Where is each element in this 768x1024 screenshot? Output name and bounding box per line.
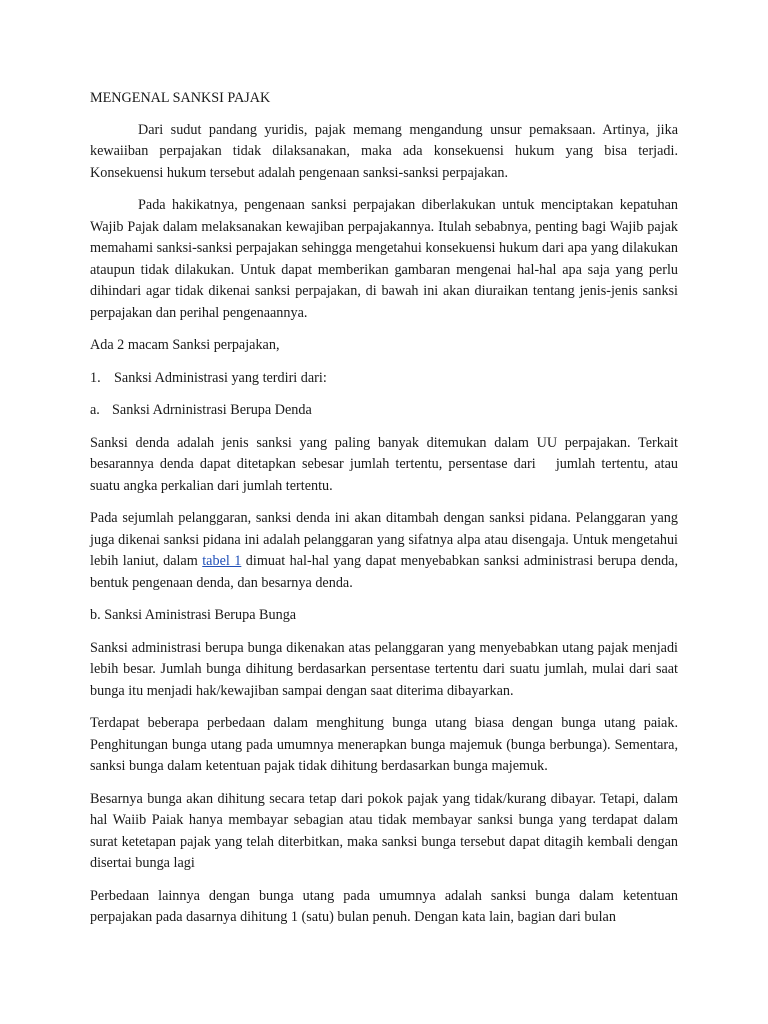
paragraph-text-tail: jumlah tertentu, atau suatu angka perkalian dari jumlah tertentu. (90, 456, 678, 494)
paragraph-macam-sanksi: Ada 2 macam Sanksi perpajakan, (90, 337, 280, 353)
document-title: MENGENAL SANKSI PAJAK (90, 90, 271, 106)
tabel-1-link[interactable]: tabel 1 (202, 553, 242, 569)
paragraph-text: Pada sejumlah pelanggaran, sanksi denda ini akan ditambah dengan sanksi pidana. Pelanggaran yang juga dikenai sanksi pidana ini adalah pelanggaran yang sifatnya alpa atau disengaja. Untuk mengetahui lebih laniut, dalam (90, 510, 678, 569)
paragraph-besarnya-bunga: Besarnya bunga akan dihitung secara tetap dari pokok pajak yang tidak/kurang dibayar. Tetapi, dalam hal Waiib Paiak hanya membayar sebagian atau tidak membayar sanksi bunga yang terdapat dalam surat ketetapan pajak yang telah diterbitkan, maka sanksi bunga tersebut dapat ditagih kembali dengan disertai bunga lagi (90, 790, 678, 871)
list-item-1 (90, 368, 678, 390)
paragraph-intro: Dari sudut pandang yuridis, pajak memang mengandung unsur pemaksaan. Artinya, jika kewaiiban perpajakan tidak dilaksanakan, maka ada konsekuensi hukum yang bisa terjadi. Konsekuensi hukum tersebut adalah pengenaan sanksi-sanksi perpajakan. (90, 121, 678, 181)
paragraph-sanksi-bunga: Sanksi administrasi berupa bunga dikenakan atas pelanggaran yang menyebabkan utang pajak menjadi lebih besar. Jumlah bunga dihitung berdasarkan persentase tertentu dari suatu jumlah, mulai dari saat bunga itu menjadi hak/kewajiban sampai dengan saat diterima dibayarkan. (90, 639, 678, 699)
paragraph-text: Sanksi denda adalah jenis sanksi yang paling banyak ditemukan dalam UU perpajakan. Terkait besarannya denda dapat ditetapkan sebesar jumlah tertentu, persentase dari (90, 434, 678, 472)
list-item-text: Sanksi Adrninistrasi Berupa Denda (112, 402, 312, 418)
paragraph-sanksi-denda (90, 433, 678, 498)
paragraph-perbedaan-bunga: Terdapat beberapa perbedaan dalam menghitung bunga utang biasa dengan bunga utang paiak. Penghitungan bunga utang pada umumnya menerapkan bunga majemuk (bunga berbunga). Sementara, sanksi bunga dalam ketentuan pajak tidak dihitung berdasarkan bunga majemuk. (90, 715, 678, 774)
paragraph-text-after-link: dimuat hal-hal yang dapat menyebabkan sanksi administrasi berupa denda, bentuk pengenaan denda, dan besarnya denda. (90, 553, 679, 591)
list-letter: a. (90, 402, 100, 418)
list-number: 1. (90, 369, 101, 386)
list-item-a (90, 400, 678, 422)
list-item-text: Sanksi Administrasi yang terdiri dari: (114, 369, 327, 386)
paragraph-hakikat: Pada hakikatnya, pengenaan sanksi perpajakan diberlakukan untuk menciptakan kepatuhan Wajib Pajak dalam melaksanakan kewajiban perpajakannya. Itulah sebabnya, penting bagi Wajib pajak memahami sanksi-sanksi perpajakan sehingga mengetahui konsekuensi hukum dari apa yang dilakukan ataupun tidak dilakukan. Untuk dapat memberikan gambaran mengenai hal-hal apa saja yang perlu dihindari agar tidak dikenai sanksi perpajakan, di bawah ini akan diuraikan tentang jenis-jenis sanksi perpajakan dan perihal pengenaannya. (90, 197, 678, 321)
paragraph-sanksi-pidana (90, 508, 678, 594)
list-item-b: b. Sanksi Aministrasi Berupa Bunga (90, 607, 297, 623)
paragraph-perbedaan-lainnya: Perbedaan lainnya dengan bunga utang pada umumnya adalah sanksi bunga dalam ketentuan perpajakan pada dasarnya dihitung 1 (satu) bulan penuh. Dengan kata lain, bagian dari bulan (90, 887, 678, 925)
